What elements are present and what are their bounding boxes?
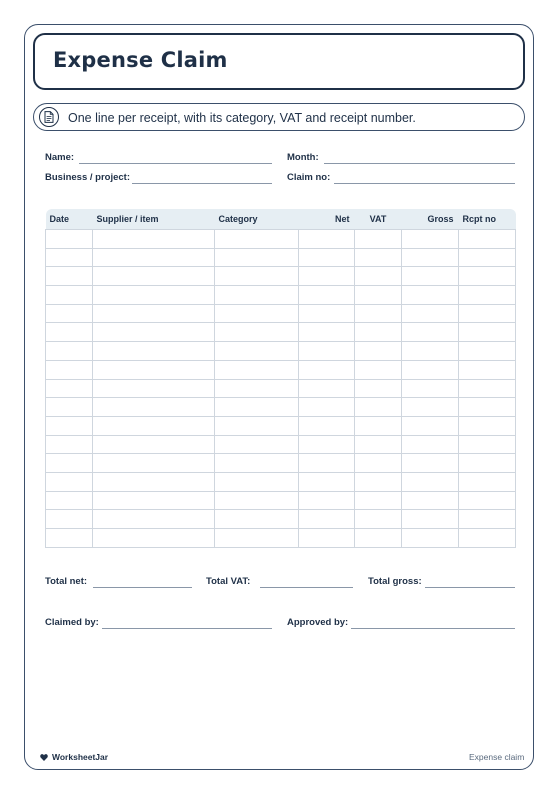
claim-no-field[interactable]: [287, 172, 515, 186]
table-cell[interactable]: [299, 342, 355, 361]
table-cell[interactable]: [402, 360, 459, 379]
total-net-write-line[interactable]: [93, 587, 192, 588]
table-cell[interactable]: [93, 454, 215, 473]
table-cell[interactable]: [299, 304, 355, 323]
column-header-receipt-no: Rcpt no: [459, 209, 516, 230]
table-cell[interactable]: [402, 248, 459, 267]
table-cell[interactable]: [459, 360, 516, 379]
table-cell[interactable]: [402, 510, 459, 529]
table-row: [46, 360, 516, 379]
approved-by-field[interactable]: [287, 617, 515, 631]
table-cell[interactable]: [215, 248, 299, 267]
table-cell[interactable]: [355, 248, 402, 267]
footer-brand: [40, 752, 108, 762]
table-cell[interactable]: [93, 286, 215, 305]
table-cell[interactable]: [459, 267, 516, 286]
table-cell[interactable]: [402, 435, 459, 454]
table-cell[interactable]: [299, 435, 355, 454]
table-cell[interactable]: [355, 379, 402, 398]
table-cell[interactable]: [459, 379, 516, 398]
column-header-net: Net: [299, 209, 355, 230]
table-cell[interactable]: [93, 529, 215, 548]
table-cell[interactable]: [46, 342, 93, 361]
table-header-row: [46, 209, 516, 230]
table-cell[interactable]: [215, 472, 299, 491]
table-cell[interactable]: [46, 248, 93, 267]
table-cell[interactable]: [402, 230, 459, 249]
table-cell[interactable]: [93, 435, 215, 454]
table-cell[interactable]: [402, 416, 459, 435]
table-row: [46, 510, 516, 529]
column-header-supplier: Supplier / item: [93, 209, 215, 230]
table-cell[interactable]: [215, 416, 299, 435]
table-cell[interactable]: [459, 248, 516, 267]
table-cell[interactable]: [355, 529, 402, 548]
table-cell[interactable]: [402, 529, 459, 548]
table-cell[interactable]: [215, 529, 299, 548]
table-cell[interactable]: [215, 230, 299, 249]
column-header-category: Category: [215, 209, 299, 230]
table-cell[interactable]: [215, 360, 299, 379]
table-cell[interactable]: [355, 416, 402, 435]
column-header-gross: Gross: [402, 209, 459, 230]
table-cell[interactable]: [299, 529, 355, 548]
table-cell[interactable]: [46, 510, 93, 529]
table-cell[interactable]: [355, 267, 402, 286]
table-row: [46, 435, 516, 454]
table-cell[interactable]: [355, 230, 402, 249]
table-cell[interactable]: [459, 454, 516, 473]
table-cell[interactable]: [299, 267, 355, 286]
column-header-date: Date: [46, 209, 93, 230]
table-cell[interactable]: [93, 398, 215, 417]
table-row: [46, 529, 516, 548]
name-label: Name:: [45, 152, 75, 163]
table-cell[interactable]: [46, 435, 93, 454]
table-cell[interactable]: [215, 398, 299, 417]
table-cell[interactable]: [215, 491, 299, 510]
claimed-by-label: Claimed by:: [45, 617, 99, 628]
table-cell[interactable]: [46, 398, 93, 417]
table-cell[interactable]: [46, 267, 93, 286]
table-cell[interactable]: [93, 360, 215, 379]
table-cell[interactable]: [93, 230, 215, 249]
table-row: [46, 416, 516, 435]
table-row: [46, 454, 516, 473]
table-cell[interactable]: [93, 248, 215, 267]
table-cell[interactable]: [93, 416, 215, 435]
table-cell[interactable]: [299, 323, 355, 342]
claim-no-write-line[interactable]: [334, 183, 515, 184]
table-cell[interactable]: [402, 323, 459, 342]
total-vat-field[interactable]: [206, 576, 353, 590]
heart-icon: [40, 754, 48, 761]
table-cell[interactable]: [355, 342, 402, 361]
table-cell[interactable]: [46, 230, 93, 249]
table-cell[interactable]: [215, 435, 299, 454]
table-cell[interactable]: [215, 304, 299, 323]
table-row: [46, 230, 516, 249]
table-row: [46, 248, 516, 267]
table-cell[interactable]: [402, 342, 459, 361]
table-cell[interactable]: [215, 510, 299, 529]
table-cell[interactable]: [402, 472, 459, 491]
table-cell[interactable]: [215, 342, 299, 361]
table-cell[interactable]: [299, 416, 355, 435]
table-cell[interactable]: [355, 304, 402, 323]
table-row: [46, 491, 516, 510]
table-cell[interactable]: [459, 416, 516, 435]
title-banner: [33, 33, 525, 90]
table-cell[interactable]: [402, 286, 459, 305]
table-cell[interactable]: [299, 510, 355, 529]
table-cell[interactable]: [459, 342, 516, 361]
total-vat-label: Total VAT:: [206, 576, 251, 587]
table-cell[interactable]: [355, 435, 402, 454]
table-cell[interactable]: [93, 323, 215, 342]
table-cell[interactable]: [215, 267, 299, 286]
table-cell[interactable]: [299, 360, 355, 379]
table-cell[interactable]: [299, 454, 355, 473]
total-vat-write-line[interactable]: [260, 587, 353, 588]
table-cell[interactable]: [93, 472, 215, 491]
table-cell[interactable]: [46, 286, 93, 305]
table-cell[interactable]: [46, 360, 93, 379]
business-label: Business / project:: [45, 172, 130, 183]
table-cell[interactable]: [46, 323, 93, 342]
claim-no-label: Claim no:: [287, 172, 331, 183]
table-cell[interactable]: [93, 491, 215, 510]
table-cell[interactable]: [459, 510, 516, 529]
instruction-banner: [33, 103, 525, 131]
month-write-line[interactable]: [324, 163, 515, 164]
table-cell[interactable]: [215, 379, 299, 398]
table-cell[interactable]: [355, 491, 402, 510]
business-field[interactable]: [45, 172, 272, 186]
total-net-field[interactable]: [45, 576, 192, 590]
footer-label: Expense claim: [469, 752, 525, 762]
expense-table: [45, 209, 515, 550]
month-field[interactable]: [287, 152, 515, 166]
table-cell[interactable]: [402, 491, 459, 510]
table-cell[interactable]: [215, 454, 299, 473]
table-row: [46, 323, 516, 342]
total-gross-write-line[interactable]: [425, 587, 515, 588]
table-cell[interactable]: [46, 529, 93, 548]
table-cell[interactable]: [46, 304, 93, 323]
table-cell[interactable]: [215, 286, 299, 305]
table-cell[interactable]: [299, 472, 355, 491]
table-cell[interactable]: [402, 304, 459, 323]
table-body: [46, 230, 516, 548]
table-cell[interactable]: [93, 510, 215, 529]
claimed-by-field[interactable]: [45, 617, 272, 631]
brand-name: WorksheetJar: [52, 752, 109, 762]
table-cell[interactable]: [93, 379, 215, 398]
table-cell[interactable]: [355, 286, 402, 305]
table-cell[interactable]: [299, 286, 355, 305]
table-cell[interactable]: [459, 435, 516, 454]
table-cell[interactable]: [299, 379, 355, 398]
table-cell[interactable]: [299, 398, 355, 417]
table-row: [46, 398, 516, 417]
total-net-label: Total net:: [45, 576, 88, 587]
table-cell[interactable]: [93, 304, 215, 323]
table-cell[interactable]: [402, 398, 459, 417]
table-cell[interactable]: [402, 267, 459, 286]
claimed-by-write-line[interactable]: [102, 628, 272, 629]
approved-by-write-line[interactable]: [351, 628, 515, 629]
instruction-text: One line per receipt, with its category, VAT and receipt number.: [68, 111, 416, 125]
table-cell[interactable]: [402, 454, 459, 473]
table-row: [46, 267, 516, 286]
approved-by-label: Approved by:: [287, 617, 349, 628]
table-cell[interactable]: [46, 454, 93, 473]
month-label: Month:: [287, 152, 319, 163]
table-cell[interactable]: [215, 323, 299, 342]
table-cell[interactable]: [299, 491, 355, 510]
table-cell[interactable]: [459, 286, 516, 305]
table-cell[interactable]: [93, 342, 215, 361]
table-cell[interactable]: [355, 398, 402, 417]
table-cell[interactable]: [459, 472, 516, 491]
table-cell[interactable]: [459, 304, 516, 323]
table-cell[interactable]: [459, 398, 516, 417]
table-cell[interactable]: [355, 510, 402, 529]
table-cell[interactable]: [46, 491, 93, 510]
table-cell[interactable]: [355, 472, 402, 491]
page-title: Expense Claim: [53, 48, 228, 72]
table-cell[interactable]: [46, 416, 93, 435]
table-row: [46, 286, 516, 305]
table-cell[interactable]: [46, 472, 93, 491]
business-write-line[interactable]: [132, 183, 272, 184]
table-cell[interactable]: [299, 248, 355, 267]
table-cell[interactable]: [459, 230, 516, 249]
table-cell[interactable]: [459, 323, 516, 342]
total-gross-field[interactable]: [368, 576, 515, 590]
table-cell[interactable]: [46, 379, 93, 398]
table-row: [46, 472, 516, 491]
table-cell[interactable]: [355, 323, 402, 342]
table-cell[interactable]: [459, 491, 516, 510]
table-cell[interactable]: [93, 267, 215, 286]
table-cell[interactable]: [355, 360, 402, 379]
table-cell[interactable]: [459, 529, 516, 548]
name-write-line[interactable]: [79, 163, 272, 164]
name-field[interactable]: [45, 152, 272, 166]
document-icon: [39, 107, 59, 127]
table-cell[interactable]: [402, 379, 459, 398]
table-row: [46, 304, 516, 323]
total-gross-label: Total gross:: [368, 576, 422, 587]
column-header-vat: VAT: [355, 209, 402, 230]
table-cell[interactable]: [355, 454, 402, 473]
table-cell[interactable]: [299, 230, 355, 249]
table-row: [46, 379, 516, 398]
table-row: [46, 342, 516, 361]
